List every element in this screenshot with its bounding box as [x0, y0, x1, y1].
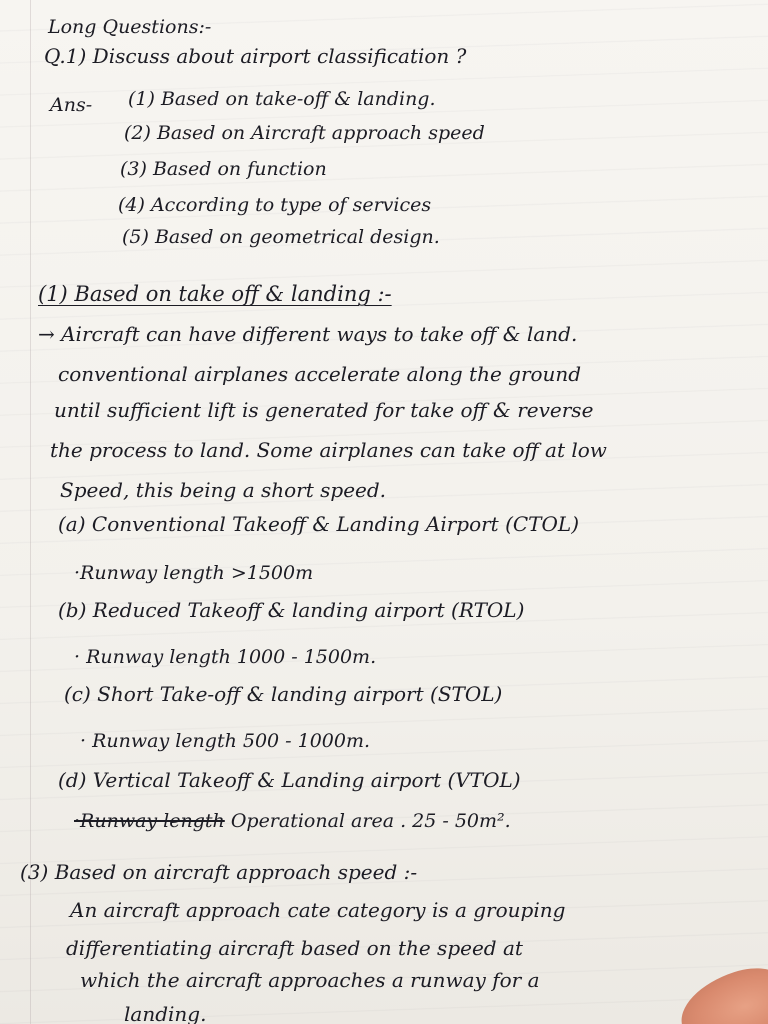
item-c-detail: · Runway length 500 - 1000m. — [80, 730, 371, 752]
section-1-para-line-4: the process to land. Some airplanes can take off at low — [50, 438, 607, 462]
item-a-detail: ·Runway length >1500m — [74, 562, 314, 584]
question-text: Discuss about airport classification ? — [92, 44, 467, 68]
section-1-para-line-1: → Aircraft can have different ways to take off & land. — [38, 322, 578, 346]
item-d-struck-text: ·Runway length — [74, 810, 225, 832]
section-3-para-line-2: differentiating aircraft based on the speed at — [66, 936, 523, 960]
page-heading: Long Questions:- — [48, 16, 212, 38]
list-item-5: (5) Based on geometrical design. — [122, 226, 440, 248]
section-1-para-line-3: until sufficient lift is generated for take off & reverse — [54, 398, 594, 422]
list-item-4: (4) According to type of services — [118, 194, 432, 216]
section-3-para-line-3: which the aircraft approaches a runway for a — [80, 968, 540, 992]
section-1-para-line-5: Speed, this being a short speed. — [60, 478, 387, 502]
section-3-para-line-1: An aircraft approach cate category is a grouping — [70, 898, 566, 922]
item-a-title: (a) Conventional Takeoff & Landing Airport (CTOL) — [58, 512, 580, 536]
section-1-title: (1) Based on take off & landing :- — [38, 282, 392, 306]
question-number: Q.1) — [44, 44, 87, 68]
section-3-para-line-4: landing. — [124, 1002, 207, 1024]
list-item-2: (2) Based on Aircraft approach speed — [124, 122, 485, 144]
item-c-title: (c) Short Take-off & landing airport (STOL) — [64, 682, 503, 706]
answer-label: Ans- — [50, 94, 93, 116]
item-b-title: (b) Reduced Takeoff & landing airport (RTOL) — [58, 598, 525, 622]
section-3-title: (3) Based on aircraft approach speed :- — [20, 860, 418, 884]
list-item-3: (3) Based on function — [120, 158, 327, 180]
item-b-detail: · Runway length 1000 - 1500m. — [74, 646, 377, 668]
item-d-detail-line — [74, 812, 511, 831]
item-d-title: (d) Vertical Takeoff & Landing airport (VTOL) — [58, 768, 521, 792]
finger-photo-artifact — [671, 958, 768, 1024]
list-item-1: (1) Based on take-off & landing. — [128, 88, 436, 110]
section-1-para-line-2: conventional airplanes accelerate along the ground — [58, 362, 582, 386]
item-d-detail: Operational area . 25 - 50m². — [230, 810, 511, 832]
question-1 — [44, 46, 466, 66]
